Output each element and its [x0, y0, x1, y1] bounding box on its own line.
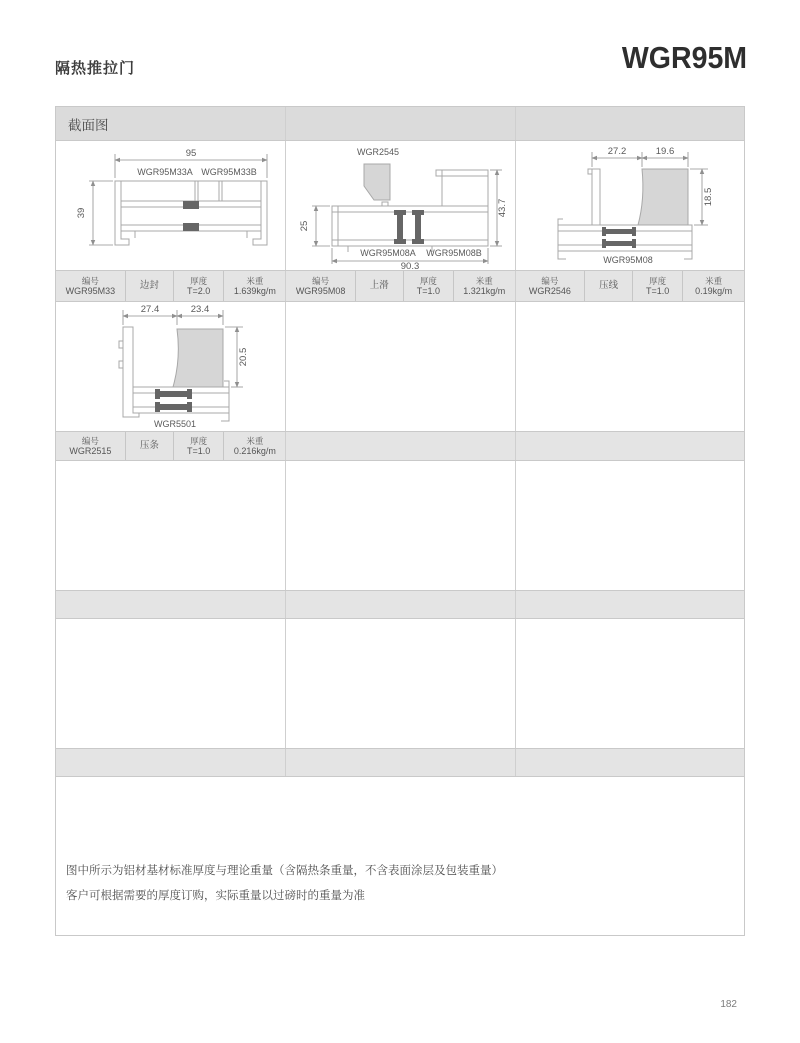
glazing-bead-shape	[364, 164, 390, 200]
drawing-cell-bianfeng	[56, 141, 285, 270]
drawing-cell-empty	[515, 461, 744, 590]
spec-thickness-label: 厚度	[649, 275, 667, 286]
spec-empty-cell	[515, 591, 744, 618]
spec-code-value: WGR2546	[528, 285, 571, 296]
spec-name-value: 边封	[139, 280, 159, 292]
thermal-break-bar	[183, 201, 199, 209]
section-header-label: 截面图	[68, 117, 109, 133]
spec-thickness-value: T=2.0	[187, 285, 211, 296]
spec-code-cell	[286, 271, 354, 301]
spec-empty-cell	[285, 432, 514, 460]
spec-thickness-value: T=1.0	[646, 285, 670, 296]
spec-code-cell	[56, 432, 125, 460]
spec-name-cell	[125, 271, 173, 301]
spec-thickness-label: 厚度	[419, 275, 437, 286]
drawing-cell-empty	[285, 619, 514, 748]
spec-group-wgr95m08	[285, 271, 514, 301]
section-drawing-wgr2515	[71, 302, 271, 431]
part-label-wgr95m33b: WGR95M33B	[200, 166, 257, 177]
dim-height-39: 39	[75, 207, 87, 218]
spec-code-cell	[516, 271, 584, 301]
spec-weight-value: 1.639kg/m	[233, 285, 276, 296]
spec-group-wgr2515	[56, 432, 285, 460]
drawing-row-3-empty	[56, 460, 744, 590]
spec-thickness-label: 厚度	[190, 275, 208, 286]
spec-name-value: 压线	[599, 280, 619, 292]
spec-group-wgr95m33	[56, 271, 285, 301]
note-line-2: 客户可根据需要的厚度订购，实际重量以过磅时的重量为准	[66, 890, 365, 902]
part-label-wgr95m08a: WGR95M08A	[360, 247, 417, 258]
drawing-cell-empty	[56, 461, 285, 590]
dim-width-23-4: 23.4	[190, 303, 209, 315]
spec-code-label: 编号	[81, 435, 99, 446]
spec-weight-cell	[682, 271, 744, 301]
glazing-bead-shape	[638, 169, 688, 225]
spec-thickness-cell	[173, 271, 223, 301]
section-drawing-wgr2546	[530, 143, 730, 269]
table-header-row	[56, 107, 744, 140]
spec-name-cell	[584, 271, 632, 301]
drawing-cell-yaxian	[515, 141, 744, 270]
spec-weight-cell	[223, 432, 285, 460]
spec-thickness-label: 厚度	[190, 435, 208, 446]
spec-code-value: WGR95M33	[65, 285, 116, 296]
spec-code-cell	[56, 271, 125, 301]
thermal-break-bar	[183, 223, 199, 231]
spec-empty-cell	[515, 432, 744, 460]
spec-name-value: 上滑	[369, 280, 389, 292]
note-block	[66, 859, 503, 909]
spec-weight-value: 0.216kg/m	[233, 445, 276, 456]
drawing-cell-yatiao	[56, 302, 285, 431]
spec-weight-value: 1.321kg/m	[463, 285, 506, 296]
table-header-cell-3	[515, 107, 744, 140]
spec-thickness-value: T=1.0	[187, 445, 211, 456]
part-label-wgr95m08b: WGR95M08B	[426, 247, 483, 258]
note-line-1: 图中所示为铝材基材标准厚度与理论重量（含隔热条重量，不含表面涂层及包装重量）	[66, 865, 503, 877]
part-label-wgr95m33a: WGR95M33A	[136, 166, 193, 177]
spec-row-1	[56, 270, 744, 301]
dim-width-90-3: 90.3	[401, 260, 420, 270]
spec-weight-label: 米重	[246, 275, 264, 286]
drawing-row-4-empty	[56, 618, 744, 748]
dim-width-27-2: 27.2	[607, 145, 627, 157]
dim-width-19-6: 19.6	[655, 145, 675, 157]
profile-outline	[115, 181, 267, 245]
drawing-cell-empty	[515, 619, 744, 748]
spec-thickness-cell	[632, 271, 682, 301]
spec-empty-cell	[56, 591, 285, 618]
dim-width-27-4: 27.4	[140, 303, 159, 315]
section-drawing-wgr95m33	[69, 145, 273, 267]
spec-row-2	[56, 431, 744, 460]
drawing-cell-empty	[285, 302, 514, 431]
drawing-row-1	[56, 140, 744, 270]
spec-row-4-empty	[56, 748, 744, 776]
spec-thickness-value: T=1.0	[416, 285, 440, 296]
part-label-wgr95m08: WGR95M08	[603, 254, 653, 265]
dim-height-18-5: 18.5	[702, 187, 714, 206]
page-number: 182	[720, 999, 737, 1010]
dim-height-25: 25	[299, 220, 311, 231]
model-code: WGR95M	[621, 40, 747, 75]
part-label-wgr2545: WGR2545	[357, 146, 400, 157]
dim-height-43-7: 43.7	[497, 198, 509, 217]
spec-weight-cell	[453, 271, 515, 301]
spec-weight-label: 米重	[246, 435, 264, 446]
spec-row-3-empty	[56, 590, 744, 618]
spec-code-value: WGR2515	[69, 445, 112, 456]
part-label-wgr5501: WGR5501	[153, 418, 196, 429]
section-drawing-wgr95m08	[292, 142, 508, 270]
table-header-cell-1	[56, 107, 285, 140]
spec-weight-label: 米重	[705, 275, 723, 286]
spec-weight-cell	[223, 271, 285, 301]
spec-empty-cell	[56, 749, 285, 776]
note-row	[56, 776, 744, 935]
spec-weight-label: 米重	[475, 275, 493, 286]
spec-code-label: 编号	[541, 275, 559, 286]
dim-width-95: 95	[185, 147, 196, 159]
drawing-cell-empty	[56, 619, 285, 748]
drawing-cell-empty	[515, 302, 744, 431]
table-header-cell-2	[285, 107, 514, 140]
profile-table	[55, 106, 745, 936]
spec-name-value: 压条	[139, 440, 159, 452]
spec-code-label: 编号	[312, 275, 330, 286]
page-title: 隔热推拉门	[55, 60, 136, 77]
spec-empty-cell	[285, 591, 514, 618]
drawing-row-2	[56, 301, 744, 431]
drawing-cell-shanghua	[285, 141, 514, 270]
dim-height-20-5: 20.5	[237, 347, 249, 366]
spec-code-value: WGR95M08	[295, 285, 346, 296]
spec-empty-cell	[515, 749, 744, 776]
spec-empty-cell	[285, 749, 514, 776]
spec-thickness-cell	[403, 271, 453, 301]
spec-name-cell	[355, 271, 403, 301]
glazing-bead-shape	[173, 329, 223, 387]
spec-name-cell	[125, 432, 173, 460]
profile-outline	[332, 170, 488, 252]
spec-thickness-cell	[173, 432, 223, 460]
spec-code-label: 编号	[81, 275, 99, 286]
spec-weight-value: 0.19kg/m	[695, 285, 733, 296]
spec-group-wgr2546	[515, 271, 744, 301]
drawing-cell-empty	[285, 461, 514, 590]
